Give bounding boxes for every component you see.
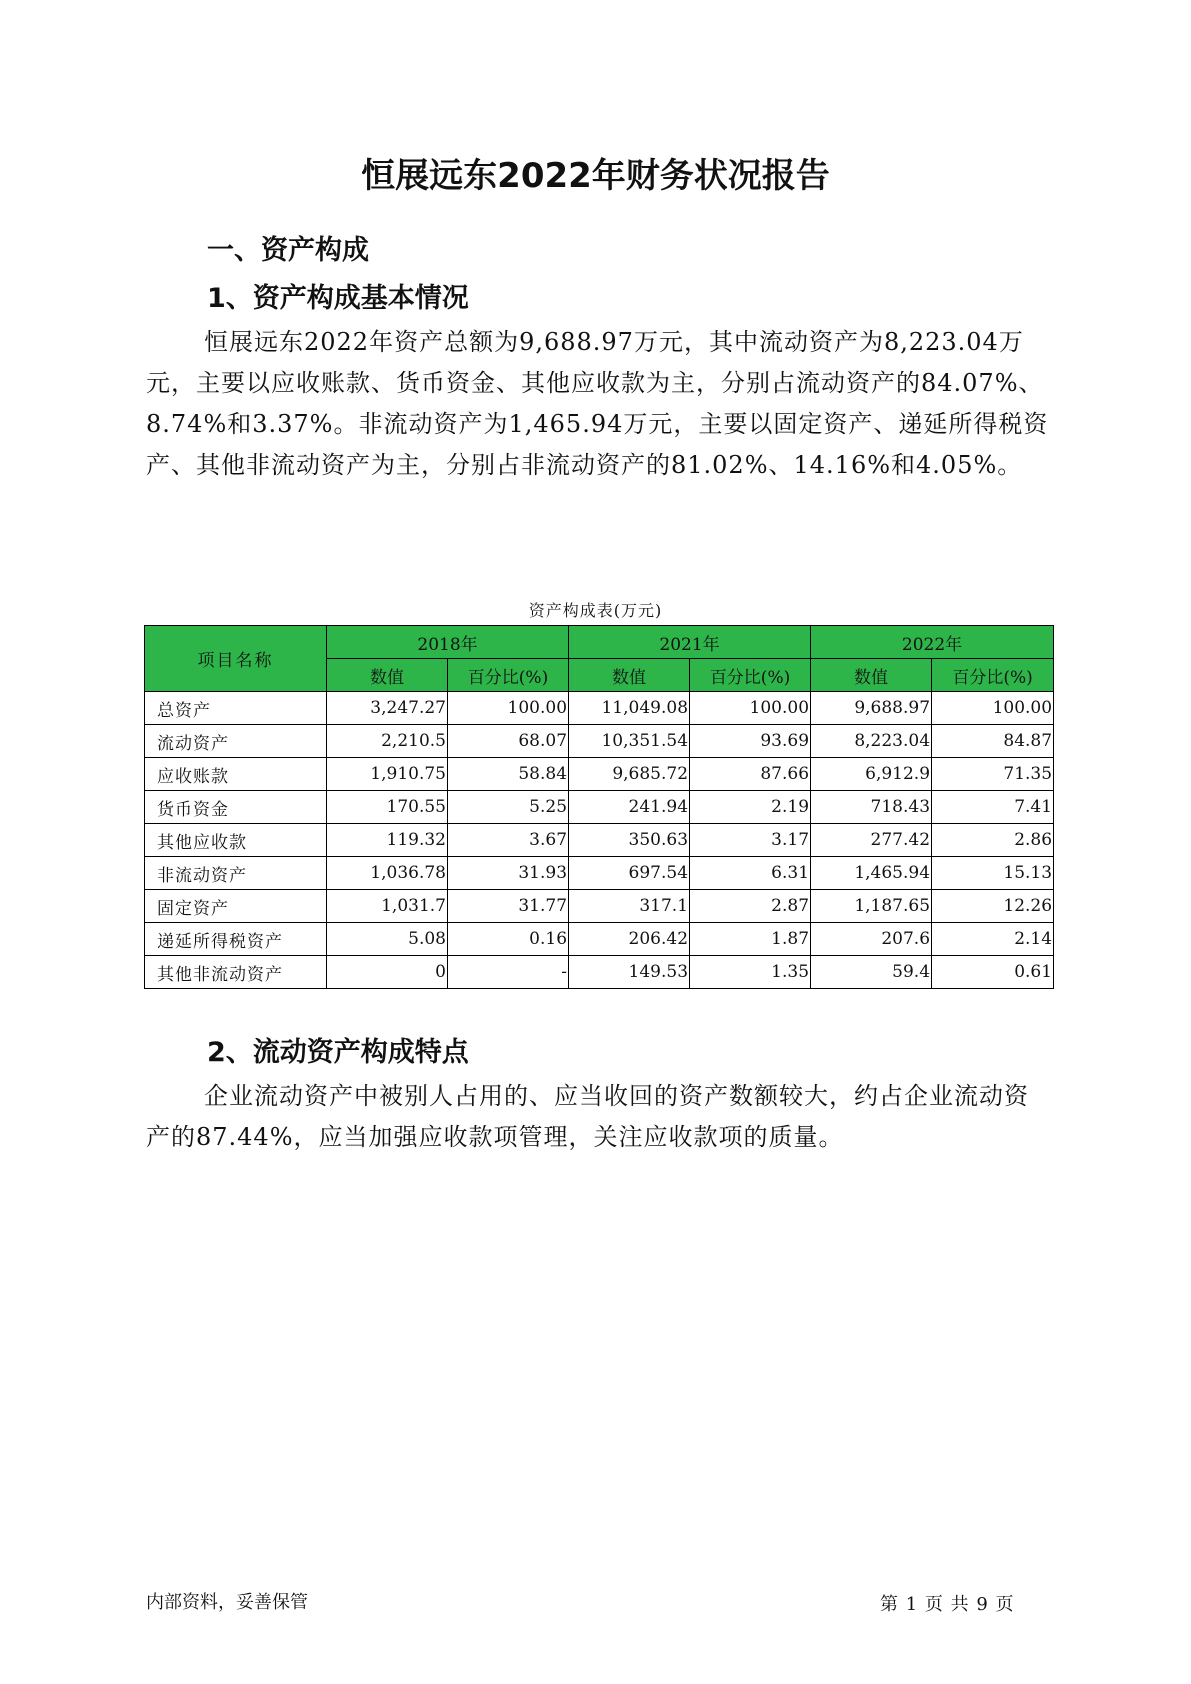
cell-percent: 31.93 (448, 857, 569, 890)
page-number: 第 1 页 共 9 页 (880, 1594, 1014, 1615)
row-name: 递延所得税资产 (145, 923, 327, 956)
cell-percent: 68.07 (448, 725, 569, 758)
cell-percent: 15.13 (932, 857, 1054, 890)
cell-value: 1,031.7 (327, 890, 448, 923)
table-row (145, 725, 1054, 758)
cell-value: 277.42 (811, 824, 932, 857)
cell-percent: 100.00 (448, 692, 569, 725)
cell-value: 718.43 (811, 791, 932, 824)
cell-value: 697.54 (569, 857, 690, 890)
asset-table (144, 625, 1054, 989)
table-row (145, 890, 1054, 923)
row-name: 应收账款 (145, 758, 327, 791)
cell-value: 350.63 (569, 824, 690, 857)
header-year: 2022年 (811, 626, 1054, 659)
page-title: 恒展远东2022年财务状况报告 (361, 156, 830, 196)
cell-value: 241.94 (569, 791, 690, 824)
cell-value: 1,465.94 (811, 857, 932, 890)
cell-percent: 2.86 (932, 824, 1054, 857)
cell-percent: 5.25 (448, 791, 569, 824)
header-year: 2021年 (569, 626, 811, 659)
cell-percent: 31.77 (448, 890, 569, 923)
table-row (145, 956, 1054, 989)
cell-value: 5.08 (327, 923, 448, 956)
header-item-name: 项目名称 (145, 626, 327, 692)
cell-value: 8,223.04 (811, 725, 932, 758)
table-row (145, 857, 1054, 890)
table-row (145, 692, 1054, 725)
cell-percent: 1.35 (690, 956, 811, 989)
header-value: 数值 (327, 659, 448, 692)
table-row (145, 791, 1054, 824)
cell-percent: 84.87 (932, 725, 1054, 758)
header-value: 数值 (569, 659, 690, 692)
cell-percent: 2.87 (690, 890, 811, 923)
cell-percent: 3.17 (690, 824, 811, 857)
row-name: 总资产 (145, 692, 327, 725)
cell-value: 1,910.75 (327, 758, 448, 791)
cell-value: 6,912.9 (811, 758, 932, 791)
row-name: 货币资金 (145, 791, 327, 824)
current-assets-paragraph: 企业流动资产中被别人占用的、应当收回的资产数额较大，约占企业流动资产的87.44%，应当加强应收款项管理，关注应收款项的质量。 (146, 1082, 1029, 1151)
cell-value: 170.55 (327, 791, 448, 824)
cell-percent: 71.35 (932, 758, 1054, 791)
row-name: 非流动资产 (145, 857, 327, 890)
cell-value: 3,247.27 (327, 692, 448, 725)
table-row (145, 758, 1054, 791)
cell-percent: 100.00 (690, 692, 811, 725)
cell-percent: 0.61 (932, 956, 1054, 989)
cell-value: 9,688.97 (811, 692, 932, 725)
cell-value: 11,049.08 (569, 692, 690, 725)
header-percent: 百分比(%) (690, 659, 811, 692)
cell-percent: 58.84 (448, 758, 569, 791)
row-name: 流动资产 (145, 725, 327, 758)
subsection-heading-basic: 1、资产构成基本情况 (207, 283, 469, 314)
row-name: 其他应收款 (145, 824, 327, 857)
cell-value: 207.6 (811, 923, 932, 956)
cell-value: 119.32 (327, 824, 448, 857)
cell-percent: 3.67 (448, 824, 569, 857)
table-caption: 资产构成表(万元) (528, 601, 663, 620)
row-name: 其他非流动资产 (145, 956, 327, 989)
cell-value: 1,036.78 (327, 857, 448, 890)
cell-value: 9,685.72 (569, 758, 690, 791)
footer-confidential-note: 内部资料，妥善保管 (146, 1592, 308, 1613)
cell-value: 206.42 (569, 923, 690, 956)
cell-percent: - (448, 956, 569, 989)
cell-percent: 87.66 (690, 758, 811, 791)
section-heading-asset-composition: 一、资产构成 (207, 235, 369, 266)
row-name: 固定资产 (145, 890, 327, 923)
cell-value: 2,210.5 (327, 725, 448, 758)
basic-paragraph: 恒展远东2022年资产总额为9,688.97万元，其中流动资产为8,223.04万元，主要以应收账款、货币资金、其他应收款为主，分别占流动资产的84.07%、8.74%和3.37%。非流动资产为1,465.94万元，主要以固定资产、递延所得税资产、其他非流动资产为主，分别占非流动资产的81.02%、14.16%和4.05%。 (146, 328, 1049, 479)
cell-value: 317.1 (569, 890, 690, 923)
cell-percent: 6.31 (690, 857, 811, 890)
table-row (145, 923, 1054, 956)
table-header-row-years (145, 626, 1054, 659)
cell-value: 149.53 (569, 956, 690, 989)
cell-percent: 1.87 (690, 923, 811, 956)
cell-percent: 93.69 (690, 725, 811, 758)
cell-value: 1,187.65 (811, 890, 932, 923)
cell-value: 0 (327, 956, 448, 989)
cell-value: 59.4 (811, 956, 932, 989)
table-row (145, 824, 1054, 857)
cell-percent: 2.19 (690, 791, 811, 824)
header-percent: 百分比(%) (448, 659, 569, 692)
header-value: 数值 (811, 659, 932, 692)
header-year: 2018年 (327, 626, 569, 659)
subsection-heading-current-assets: 2、流动资产构成特点 (207, 1037, 469, 1068)
cell-percent: 7.41 (932, 791, 1054, 824)
cell-percent: 0.16 (448, 923, 569, 956)
cell-percent: 12.26 (932, 890, 1054, 923)
cell-percent: 2.14 (932, 923, 1054, 956)
header-percent: 百分比(%) (932, 659, 1054, 692)
cell-percent: 100.00 (932, 692, 1054, 725)
cell-value: 10,351.54 (569, 725, 690, 758)
